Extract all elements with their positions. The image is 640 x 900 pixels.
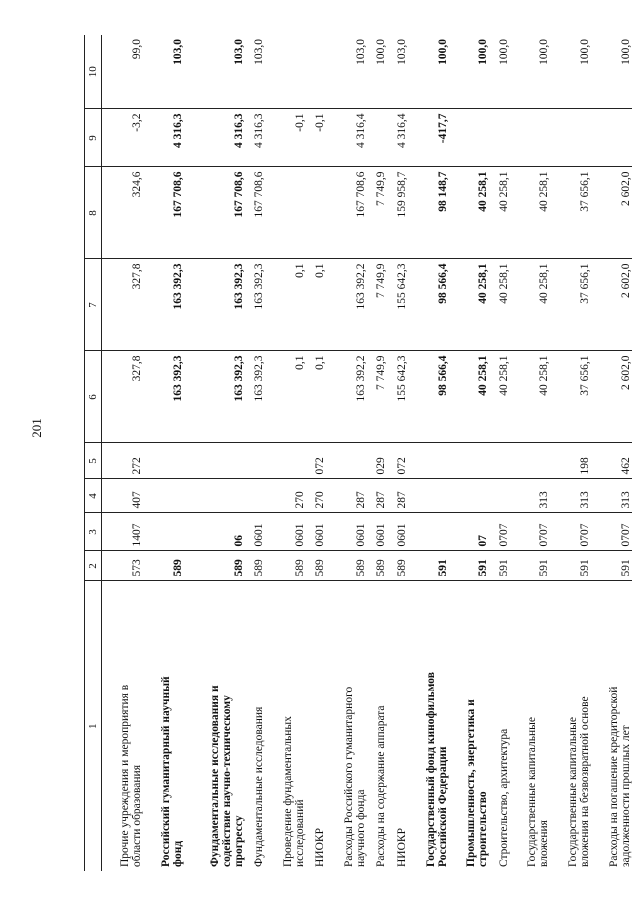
cell-col-6: 40 258,1 xyxy=(489,351,509,443)
cell-col-8 xyxy=(265,167,306,259)
cell-col-7: 40 258,1 xyxy=(489,259,509,351)
row-name-cell xyxy=(367,581,387,871)
cell-col-9: 4 316,3 xyxy=(245,109,265,167)
column-header-5: 5 xyxy=(85,443,102,479)
cell-col-5 xyxy=(408,443,449,479)
row-name-line: НИОКР xyxy=(395,828,408,867)
cell-col-10: 99,0 xyxy=(131,39,144,60)
table-row xyxy=(245,35,265,871)
row-name-line: Государственный фонд кинофильмов xyxy=(424,672,437,867)
row-name-line: Государственные капитальные xyxy=(526,717,539,867)
cell-col-7: 163 392,2 xyxy=(326,259,367,351)
cell-col-3: 0707 xyxy=(591,513,632,551)
cell-col-2: 589 xyxy=(387,551,407,581)
cell-col-10: 100,0 xyxy=(375,39,388,65)
row-name-line: Расходы на погашение кредиторской xyxy=(608,686,620,867)
cell-col-10: 100,0 xyxy=(579,39,592,65)
row-name-line: вложения xyxy=(538,820,551,867)
cell-col-2: 589 xyxy=(326,551,367,581)
column-header-4: 4 xyxy=(85,479,102,513)
row-name-cell xyxy=(102,581,144,871)
cell-col-3: 0601 xyxy=(265,513,306,551)
cell-col-6: 163 392,3 xyxy=(143,351,184,443)
cell-col-4: 270 xyxy=(265,479,306,513)
cell-col-7: 163 392,3 xyxy=(245,259,265,351)
cell-col-6: 0,1 xyxy=(306,351,326,443)
cell-col-9: 4 316,3 xyxy=(184,109,245,167)
row-name-line: Промышленность, энергетика и xyxy=(465,699,478,867)
column-header-2: 2 xyxy=(85,551,102,581)
row-name-cell xyxy=(245,581,265,871)
cell-col-7: 7 749,9 xyxy=(367,259,387,351)
table-row xyxy=(489,35,509,871)
row-name-line: задолженности прошлых лет xyxy=(620,725,632,867)
cell-col-2: 573 xyxy=(102,551,144,581)
row-name-cell xyxy=(449,581,490,871)
cell-col-10: 100,0 xyxy=(538,39,551,65)
cell-col-3 xyxy=(408,513,449,551)
cell-col-10 xyxy=(306,35,326,109)
cell-col-10 xyxy=(265,35,306,109)
cell-col-6: 163 392,2 xyxy=(326,351,367,443)
row-name-line: исследований xyxy=(294,799,307,867)
row-name-cell xyxy=(387,581,407,871)
cell-col-9: -417,7 xyxy=(408,109,449,167)
cell-col-3: 0707 xyxy=(489,513,509,551)
row-name-line: содействие научно-техническому xyxy=(220,695,233,867)
table-row xyxy=(367,35,387,871)
cell-col-5: 462 xyxy=(591,443,632,479)
table-row xyxy=(102,35,144,871)
cell-col-7: 0,1 xyxy=(265,259,306,351)
cell-col-8: 167 708,6 xyxy=(143,167,184,259)
cell-col-5: 072 xyxy=(387,443,407,479)
row-name-line: Государственные капитальные xyxy=(567,717,580,867)
cell-col-7: 155 642,3 xyxy=(387,259,407,351)
row-name-line: вложения на безвозвратной основе xyxy=(579,696,592,867)
cell-col-10: 103,0 xyxy=(395,39,408,65)
cell-col-6: 163 392,3 xyxy=(245,351,265,443)
row-name-cell xyxy=(306,581,326,871)
cell-col-10: 100,0 xyxy=(620,39,632,65)
cell-col-5 xyxy=(245,443,265,479)
cell-col-8: 167 708,6 xyxy=(326,167,367,259)
cell-col-4: 313 xyxy=(591,479,632,513)
rotated-table-frame xyxy=(84,35,632,871)
cell-col-5 xyxy=(143,443,184,479)
cell-col-8: 159 958,7 xyxy=(387,167,407,259)
cell-col-7: 0,1 xyxy=(306,259,326,351)
column-header-9: 9 xyxy=(85,109,102,167)
cell-col-9 xyxy=(510,109,551,167)
table-row xyxy=(408,35,449,871)
cell-col-5: 272 xyxy=(102,443,144,479)
cell-col-5 xyxy=(449,443,490,479)
cell-col-10: 100,0 xyxy=(497,39,510,65)
cell-col-9 xyxy=(449,109,490,167)
cell-col-3: 0707 xyxy=(510,513,551,551)
cell-col-6: 163 392,3 xyxy=(184,351,245,443)
cell-col-8: 98 148,7 xyxy=(408,167,449,259)
cell-col-5 xyxy=(326,443,367,479)
cell-col-9: -3,2 xyxy=(102,109,144,167)
table-header-row xyxy=(85,35,102,871)
row-name-cell xyxy=(143,581,184,871)
table-row xyxy=(306,35,326,871)
table-row xyxy=(265,35,306,871)
cell-col-4 xyxy=(408,479,449,513)
cell-col-8: 40 258,1 xyxy=(449,167,490,259)
table-row xyxy=(591,35,632,871)
table-row xyxy=(387,35,407,871)
row-name-cell xyxy=(408,581,449,871)
row-name-line: Проведение фундаментальных xyxy=(282,716,295,867)
cell-col-10: 100,0 xyxy=(436,39,449,65)
cell-col-7: 98 566,4 xyxy=(408,259,449,351)
cell-col-4: 313 xyxy=(510,479,551,513)
cell-col-4: 287 xyxy=(326,479,367,513)
row-name-line: Прочие учреждения и мероприятия в xyxy=(119,684,132,867)
cell-col-4: 287 xyxy=(387,479,407,513)
cell-col-8: 167 708,6 xyxy=(245,167,265,259)
cell-col-7: 163 392,3 xyxy=(184,259,245,351)
row-name-cell xyxy=(591,581,632,871)
budget-table xyxy=(84,35,632,871)
row-name-line: Расходы Российского гуманитарного xyxy=(343,686,356,867)
row-name-line: Расходы на содержание аппарата xyxy=(375,705,388,867)
cell-col-7: 327,8 xyxy=(102,259,144,351)
cell-col-8: 7 749,9 xyxy=(367,167,387,259)
cell-col-2: 589 xyxy=(306,551,326,581)
table-row xyxy=(326,35,367,871)
row-name-line: научного фонда xyxy=(355,789,368,867)
cell-col-2: 589 xyxy=(184,551,245,581)
cell-col-3: 0601 xyxy=(367,513,387,551)
cell-col-4 xyxy=(184,479,245,513)
cell-col-5: 198 xyxy=(550,443,591,479)
cell-col-7: 40 258,1 xyxy=(449,259,490,351)
row-name-line: Фундаментальные исследования xyxy=(253,706,266,867)
cell-col-6: 98 566,4 xyxy=(408,351,449,443)
row-name-cell xyxy=(326,581,367,871)
cell-col-4 xyxy=(449,479,490,513)
cell-col-9: -0,1 xyxy=(265,109,306,167)
cell-col-2: 591 xyxy=(449,551,490,581)
cell-col-10: 103,0 xyxy=(232,39,245,65)
cell-col-8: 324,6 xyxy=(102,167,144,259)
cell-col-5 xyxy=(184,443,245,479)
cell-col-6: 7 749,9 xyxy=(367,351,387,443)
cell-col-5: 029 xyxy=(367,443,387,479)
cell-col-6: 327,8 xyxy=(102,351,144,443)
cell-col-6: 2 602,0 xyxy=(591,351,632,443)
cell-col-10: 103,0 xyxy=(171,39,184,65)
row-name-cell xyxy=(510,581,551,871)
cell-col-5 xyxy=(265,443,306,479)
row-name-cell xyxy=(184,581,245,871)
cell-col-5 xyxy=(489,443,509,479)
cell-col-2: 591 xyxy=(510,551,551,581)
cell-col-4: 270 xyxy=(306,479,326,513)
cell-col-7: 37 656,1 xyxy=(550,259,591,351)
cell-col-6: 0,1 xyxy=(265,351,306,443)
row-name-line: НИОКР xyxy=(314,828,327,867)
cell-col-4: 407 xyxy=(102,479,144,513)
row-name-line: Российский гуманитарный научный xyxy=(159,676,172,867)
cell-col-10: 100,0 xyxy=(477,39,490,65)
column-header-8: 8 xyxy=(85,167,102,259)
cell-col-2: 591 xyxy=(408,551,449,581)
cell-col-9 xyxy=(550,109,591,167)
cell-col-9: 4 316,4 xyxy=(387,109,407,167)
cell-col-6: 40 258,1 xyxy=(510,351,551,443)
column-header-7: 7 xyxy=(85,259,102,351)
cell-col-8: 40 258,1 xyxy=(510,167,551,259)
cell-col-9 xyxy=(489,109,509,167)
row-name-line: строительство xyxy=(477,791,490,867)
cell-col-2: 591 xyxy=(489,551,509,581)
cell-col-8 xyxy=(306,167,326,259)
cell-col-4 xyxy=(143,479,184,513)
cell-col-9: -0,1 xyxy=(306,109,326,167)
cell-col-6: 37 656,1 xyxy=(550,351,591,443)
cell-col-9 xyxy=(367,109,387,167)
cell-col-2: 591 xyxy=(591,551,632,581)
row-name-line: области образования xyxy=(131,765,144,867)
cell-col-10: 103,0 xyxy=(253,39,266,65)
cell-col-2: 589 xyxy=(245,551,265,581)
table-row xyxy=(550,35,591,871)
cell-col-3: 1407 xyxy=(102,513,144,551)
cell-col-4: 313 xyxy=(550,479,591,513)
cell-col-2: 591 xyxy=(550,551,591,581)
cell-col-10: 103,0 xyxy=(355,39,368,65)
cell-col-9: 4 316,4 xyxy=(326,109,367,167)
column-header-6: 6 xyxy=(85,351,102,443)
cell-col-4 xyxy=(245,479,265,513)
table-row xyxy=(143,35,184,871)
cell-col-8: 37 656,1 xyxy=(550,167,591,259)
cell-col-4 xyxy=(489,479,509,513)
row-name-line: Строительство, архитектура xyxy=(497,728,510,867)
row-name-line: фонд xyxy=(171,840,184,867)
cell-col-2: 589 xyxy=(265,551,306,581)
cell-col-7: 40 258,1 xyxy=(510,259,551,351)
cell-col-8: 167 708,6 xyxy=(184,167,245,259)
cell-col-3: 06 xyxy=(184,513,245,551)
page-number: 201 xyxy=(29,418,44,438)
row-name-line: Фундаментальные исследования и xyxy=(208,685,221,867)
cell-col-5: 072 xyxy=(306,443,326,479)
cell-col-2: 589 xyxy=(367,551,387,581)
cell-col-3: 0707 xyxy=(550,513,591,551)
cell-col-7: 163 392,3 xyxy=(143,259,184,351)
cell-col-8: 2 602,0 xyxy=(591,167,632,259)
cell-col-3: 0601 xyxy=(306,513,326,551)
cell-col-3: 0601 xyxy=(387,513,407,551)
row-name-cell xyxy=(265,581,306,871)
cell-col-3: 07 xyxy=(449,513,490,551)
row-name-line: Российской Федерации xyxy=(436,746,449,867)
row-name-cell xyxy=(489,581,509,871)
cell-col-5 xyxy=(510,443,551,479)
cell-col-9 xyxy=(591,109,632,167)
column-header-3: 3 xyxy=(85,513,102,551)
table-body xyxy=(102,35,633,871)
cell-col-2: 589 xyxy=(143,551,184,581)
cell-col-3: 0601 xyxy=(326,513,367,551)
row-name-cell xyxy=(550,581,591,871)
cell-col-9: 4 316,3 xyxy=(143,109,184,167)
cell-col-7: 2 602,0 xyxy=(591,259,632,351)
cell-col-4: 287 xyxy=(367,479,387,513)
cell-col-8: 40 258,1 xyxy=(489,167,509,259)
cell-col-3: 0601 xyxy=(245,513,265,551)
row-name-line: прогрессу xyxy=(232,815,245,867)
column-header-10: 10 xyxy=(85,35,102,109)
cell-col-6: 40 258,1 xyxy=(449,351,490,443)
cell-col-3 xyxy=(143,513,184,551)
table-row xyxy=(449,35,490,871)
table-row xyxy=(510,35,551,871)
cell-col-6: 155 642,3 xyxy=(387,351,407,443)
column-header-1: 1 xyxy=(85,581,102,871)
table-row xyxy=(184,35,245,871)
